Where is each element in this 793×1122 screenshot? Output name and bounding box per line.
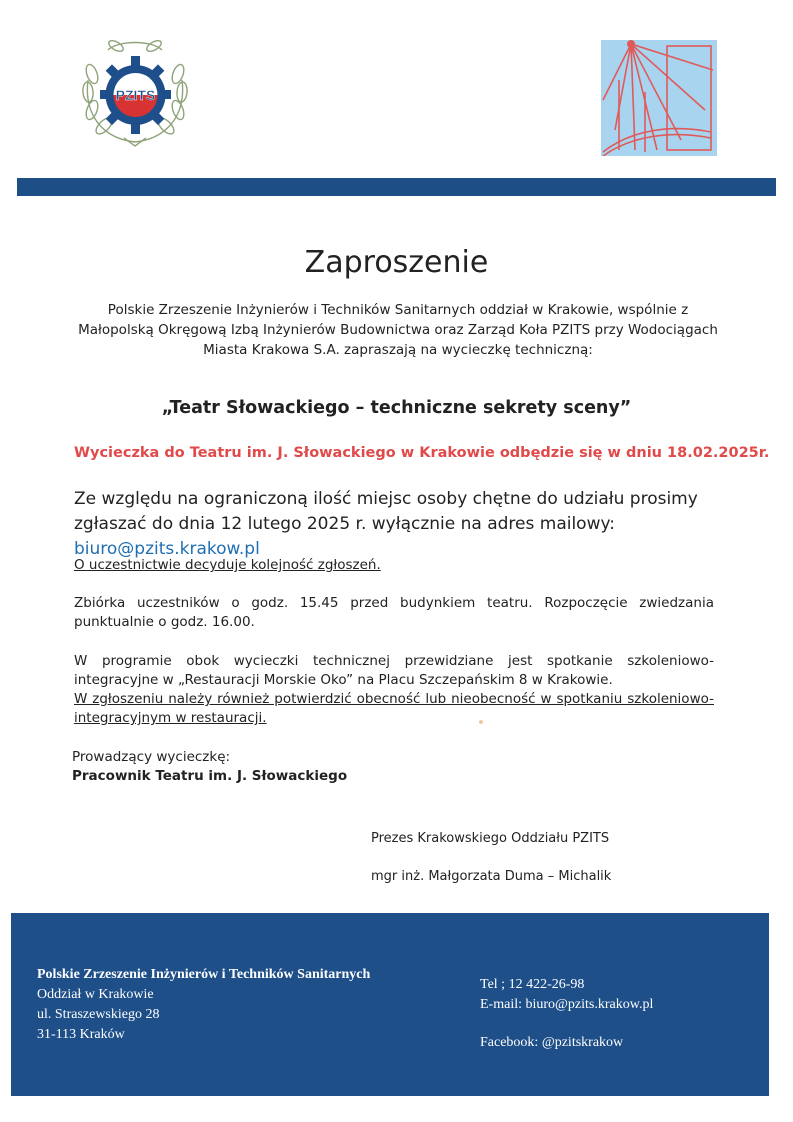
header-bar	[17, 178, 776, 196]
footer	[11, 913, 769, 1096]
decorative-dot	[479, 720, 483, 724]
intro-paragraph: Polskie Zrzeszenie Inżynierów i Techników Sanitarnych oddział w Krakowie, wspólnie z Małopolską Okręgową Izbą Inżynierów Budownictwa oraz Zarząd Koła PZITS przy Wodociągach Miasta Krakowa S.A. zapraszają na wycieczkę techniczną:	[78, 302, 718, 358]
signature-title: Prezes Krakowskiego Oddziału PZITS	[371, 831, 610, 846]
footer-email[interactable]: E-mail: biuro@pzits.krakow.pl	[480, 997, 654, 1012]
pzits-logo-text: PZITS	[115, 87, 156, 103]
footer-address	[37, 965, 370, 1045]
event-date-line: Wycieczka do Teatru im. J. Słowackiego w Krakowie odbędzie się w dniu 18.02.2025r.	[74, 445, 770, 461]
footer-tel: Tel ; 12 422-26-98	[480, 977, 585, 992]
footer-branch: Oddział w Krakowie	[37, 987, 154, 1002]
footer-org-name: Polskie Zrzeszenie Inżynierów i Techników Sanitarnych	[37, 967, 371, 982]
pzits-logo	[78, 34, 193, 149]
signature-name: mgr inż. Małgorzata Duma – Michalik	[371, 869, 612, 884]
leader-name: Pracownik Teatru im. J. Słowackiego	[72, 768, 348, 784]
event-title: „Teatr Słowackiego – techniczne sekrety sceny”	[161, 398, 632, 418]
program-paragraph	[74, 652, 714, 728]
page-title: Zaproszenie	[304, 245, 489, 280]
leader-label: Prowadzący wycieczkę:	[72, 749, 231, 765]
program-text: W programie obok wycieczki technicznej przewidziane jest spotkanie szkoleniowo-integracyjne w „Restauracji Morskie Oko” na Placu Szczepańskim 8 w Krakowie.	[74, 653, 714, 688]
order-note: O uczestnictwie decyduje kolejność zgłoszeń.	[74, 557, 381, 573]
footer-contact	[480, 975, 653, 1053]
registration-text: Ze względu na ograniczoną ilość miejsc osoby chętne do udziału prosimy zgłaszać do dnia 12 lutego 2025 r. wyłącznie na adres mailowy:	[74, 489, 698, 534]
footer-facebook[interactable]: Facebook: @pzitskrakow	[480, 1035, 624, 1050]
meeting-paragraph: Zbiórka uczestników o godz. 15.45 przed budynkiem teatru. Rozpoczęcie zwiedzania punktualnie o godz. 16.00.	[74, 595, 714, 630]
program-confirm-note: W zgłoszeniu należy również potwierdzić obecność lub nieobecność w spotkaniu szkoleniowo-integracyjnym w restauracji.	[74, 691, 714, 726]
registration-email-link[interactable]: biuro@pzits.krakow.pl	[74, 539, 260, 559]
engineering-graphic-logo	[601, 40, 717, 156]
footer-city: 31-113 Kraków	[37, 1027, 125, 1042]
registration-paragraph	[74, 487, 734, 562]
footer-street: ul. Straszewskiego 28	[37, 1007, 160, 1022]
